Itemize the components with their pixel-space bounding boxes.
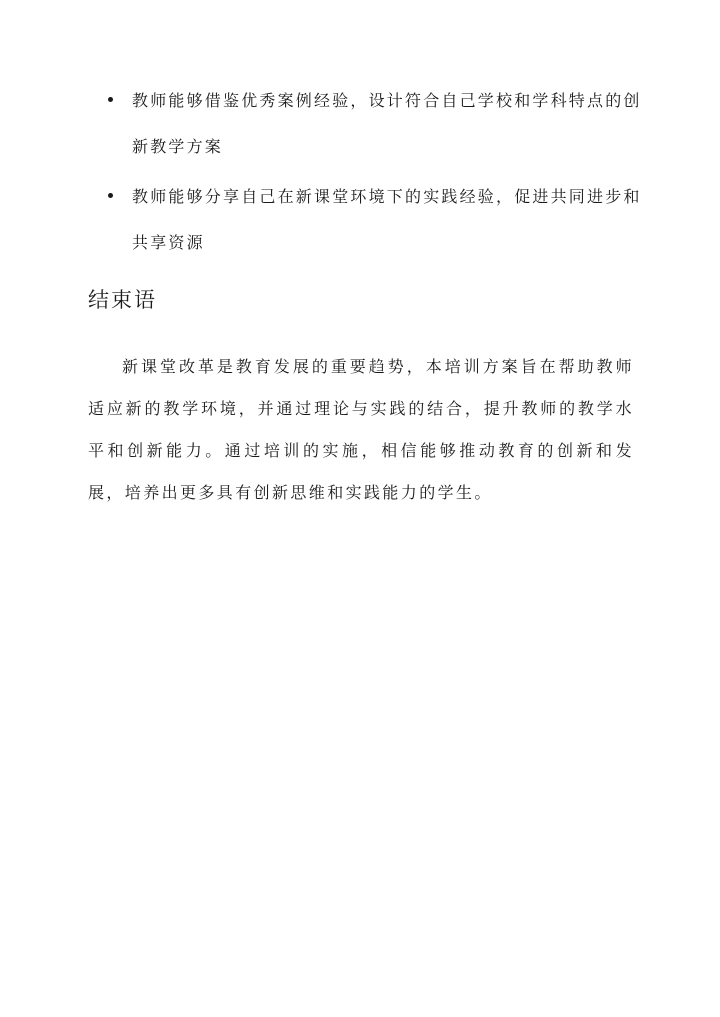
outcome-bullet-list bbox=[88, 78, 648, 270]
bullet-text: 教师能够借鉴优秀案例经验，设计符合自己学校和学科特点的创新教学方案 bbox=[132, 91, 642, 156]
list-item bbox=[88, 174, 648, 266]
list-item bbox=[88, 78, 648, 170]
bullet-text: 教师能够分享自己在新课堂环境下的实践经验，促进共同进步和共享资源 bbox=[132, 187, 642, 252]
bullet-icon bbox=[108, 193, 113, 198]
section-heading: 结束语 bbox=[88, 288, 157, 312]
bullet-icon bbox=[108, 97, 113, 102]
conclusion-paragraph: 新课堂改革是教育发展的重要趋势，本培训方案旨在帮助教师适应新的教学环境，并通过理论与实践的结合，提升教师的教学水平和创新能力。通过培训的实施，相信能够推动教育的创新和发展，培养出更多具有创新思维和实践能力的学生。 bbox=[88, 357, 634, 502]
